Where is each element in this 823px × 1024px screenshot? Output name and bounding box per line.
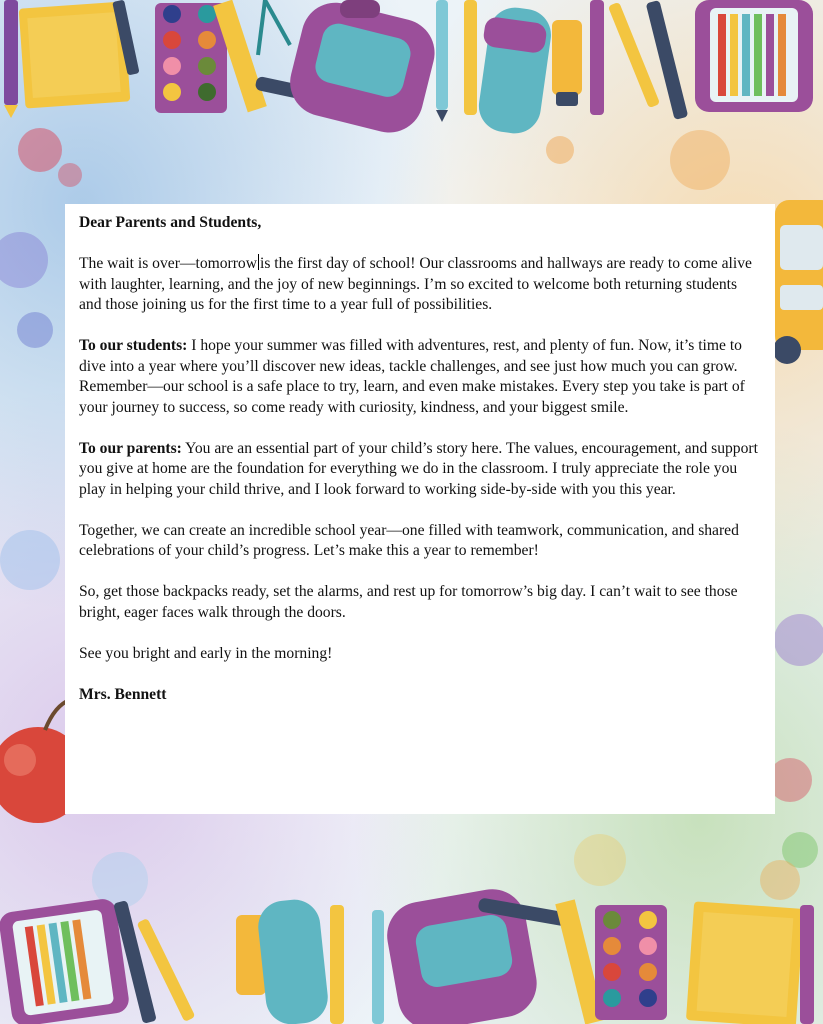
intro-text-start: The wait is over—tomorrow xyxy=(79,255,257,272)
students-lead: To our students: xyxy=(79,337,188,354)
text-cursor xyxy=(258,254,259,270)
intro-paragraph xyxy=(79,254,761,316)
parents-paragraph xyxy=(79,439,761,501)
students-paragraph xyxy=(79,336,761,418)
signature: Mrs. Bennett xyxy=(79,685,167,703)
intro-text-end: is the first day of school! Our classrooms and hallways are ready to come alive with laughter, learning, and the joy of new beginnings. I’m so excited to welcome both returning students and those joining us for the first time to a year full of possibilities. xyxy=(79,255,752,313)
students-text: I hope your summer was filled with adventures, rest, and plenty of fun. Now, it’s time to dive into a year where you’ll discover new ideas, tackle challenges, and see just how much you can grow. Remember—our school is a safe place to try, learn, and even make mistakes. Every step you take is part of your journey to success, so come ready with curiosity, kindness, and your biggest smile. xyxy=(79,337,745,416)
bottom-border-supplies xyxy=(0,884,814,1024)
parents-text: You are an essential part of your child’s story here. The values, encouragement, and support you give at home are the foundation for everything we do in the classroom. I truly appreciate the role you play in helping your child thrive, and I look forward to working side-by-side with you this year. xyxy=(79,439,758,498)
together-paragraph: Together, we can create an incredible school year—one filled with teamwork, communication, and shared celebrations of your child’s progress. Let’s make this a year to remember! xyxy=(79,521,739,559)
sign-off: See you bright and early in the morning! xyxy=(79,644,333,662)
letter-body[interactable] xyxy=(65,204,775,814)
top-border-supplies xyxy=(4,0,813,140)
school-bus-art xyxy=(773,200,823,364)
salutation: Dear Parents and Students, xyxy=(79,214,262,231)
parents-lead: To our parents: xyxy=(79,439,182,457)
closing-paragraph: So, get those backpacks ready, set the alarms, and rest up for tomorrow’s big day. I can’t wait to see those bright, eager faces walk through the doors. xyxy=(79,583,738,621)
